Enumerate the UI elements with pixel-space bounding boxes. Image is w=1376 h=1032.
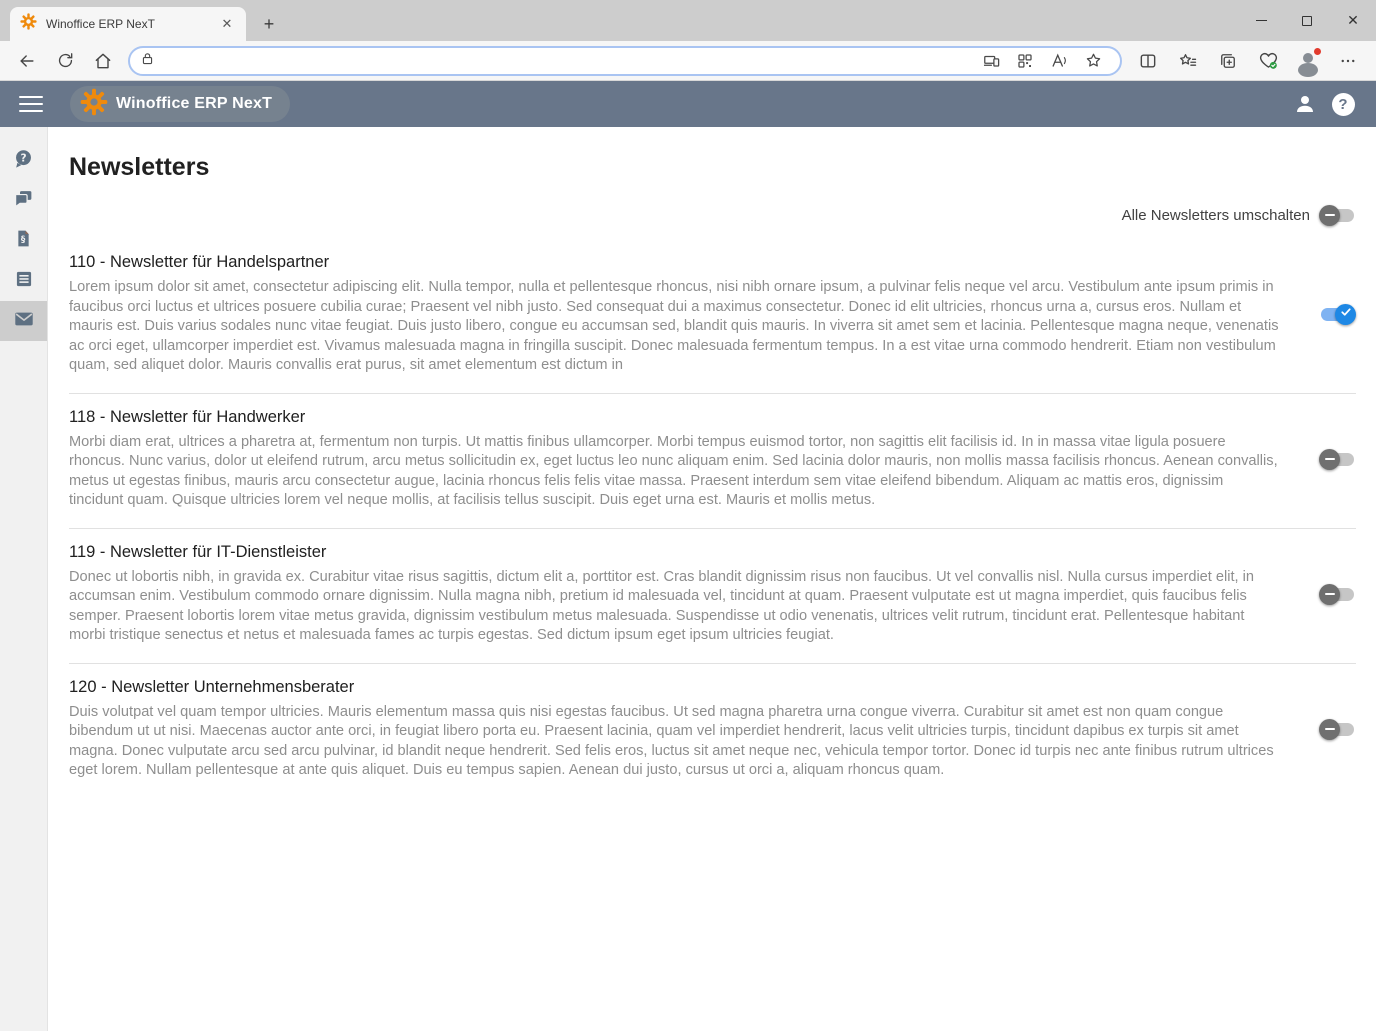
sidebar-item-help[interactable]	[0, 141, 47, 181]
profile-avatar[interactable]	[1288, 45, 1328, 77]
new-tab-button[interactable]: +	[263, 13, 275, 34]
newsletter-row	[69, 394, 1356, 529]
newsletter-title: 118 - Newsletter für Handwerker	[69, 407, 306, 426]
list-icon	[14, 269, 34, 294]
newsletter-text	[69, 543, 1314, 646]
collections-icon[interactable]	[1208, 45, 1248, 77]
tab-close-icon[interactable]: ✕	[221, 16, 233, 31]
close-button[interactable]: ✕	[1347, 12, 1359, 29]
browser-tab[interactable]	[10, 7, 246, 41]
lock-icon[interactable]	[140, 51, 155, 71]
newsletter-toggle[interactable]	[1319, 584, 1356, 605]
browser-toolbar	[0, 41, 1376, 81]
browser-essentials-icon[interactable]	[1248, 45, 1288, 77]
help-icon[interactable]: ?	[1324, 85, 1362, 123]
favicon-gear-icon	[20, 13, 37, 35]
newsletter-title: 110 - Newsletter für Handelspartner	[69, 253, 330, 271]
address-bar[interactable]	[128, 46, 1122, 76]
newsletter-body: Donec ut lobortis nibh, in gravida ex. Curabitur vitae risus sagittis, dictum elit a, porttitor est. Cras blandit dignissim risus non faucibus. Ut vel convallis nisl. Nulla cursus imperdiet elit, in accumsan enim. Vestibulum commodo ornare dignissim. Nulla magna nibh, pretium id malesuada vel, tincidunt at quam. Praesent vulputate est ut magna imperdiet, quis faucibus felis semper. Praesent lobortis lorem vitae metus gravida, dignissim vestibulum metus malesuada. Suspendisse ut odio venenatis, ultrices velit rutrum, tincidunt erat. Pellentesque habitant morbi tristique senectus et netus et malesuada fames ac turpis egestas. Sed dictum ipsum eget ipsum ultricies feugiat.	[69, 568, 1255, 643]
back-button[interactable]	[8, 45, 46, 77]
favorites-bar-icon[interactable]	[1168, 45, 1208, 77]
newsletter-toggle[interactable]	[1319, 449, 1356, 470]
sidebar-item-newsletters[interactable]	[0, 301, 47, 341]
newsletter-toggle[interactable]	[1319, 719, 1356, 740]
brand-pill[interactable]	[70, 86, 290, 122]
favorite-star-icon[interactable]	[1076, 48, 1110, 74]
help-bubble-icon	[13, 148, 34, 174]
browser-titlebar	[0, 0, 1376, 41]
app-header	[0, 81, 1376, 127]
sidebar	[0, 127, 48, 1031]
svg-text:?: ?	[20, 152, 27, 165]
newsletter-text	[69, 253, 1314, 376]
newsletter-body: Duis volutpat vel quam tempor ultricies. Mauris elementum massa quis nisi egestas faucibus. Ut sed magna pharetra urna congue viverra. Curabitur sit amet est non quam congue bibendum ut ut nisi. Maecenas auctor ante orci, in feugiat libero porta eu. Praesent lacinia, quam vel imperdiet hendrerit, lacus velit ultricies turpis, tincidunt dapibus ex turpis sit amet magna. Donec vulputate arcu sed arcu pulvinar, id blandit neque hendrerit. Sed felis eros, luctus sit amet neque nec, vehicula tempor tortor. Donec id turpis nec ante finibus rutrum ultrices eget lorem. Nullam pellentesque at ante quis aliquet. Duis eu tempus sapien. Aenean dui justo, cursus ut orci a, aliquam rhoncus quam.	[69, 703, 1274, 778]
newsletter-row	[69, 664, 1356, 798]
master-toggle-label: Alle Newsletters umschalten	[1121, 206, 1310, 224]
sidebar-item-lists[interactable]	[0, 261, 47, 301]
brand-name: Winoffice ERP NexT	[116, 95, 273, 112]
mail-icon	[13, 308, 35, 335]
master-toggle-row	[69, 203, 1356, 227]
qr-code-icon[interactable]	[1008, 48, 1042, 74]
chat-icon	[13, 188, 34, 214]
read-aloud-icon[interactable]	[1042, 48, 1076, 74]
more-icon[interactable]	[1328, 45, 1368, 77]
newsletter-row	[69, 239, 1356, 394]
refresh-button[interactable]	[46, 45, 84, 77]
newsletter-body: Lorem ipsum dolor sit amet, consectetur adipiscing elit. Nulla tempor, nulla et pellentesque rhoncus, nisi nibh ornare ipsum, a pulvinar felis neque vel arcu. Vestibulum ante ipsum primis in faucibus orci luctus et ultrices posuere cubilia curae; Praesent vel nibh justo. Sed consequat dui a maximus consectetur. Donec id elit ultricies, rhoncus urna a, cursus eros. Nullam et mauris est. Duis varius sodales nunc vitae feugiat. Duis justo libero, congue eu accumsan sed, blandit quis mauris. In viverra sit amet sem et lacinia. Pellentesque magna neque, venenatis ac orci eget, ullamcorper imperdiet est. Vivamus malesuada magna in fringilla suscipit. Donec malesuada fermentum tempus. In a est vitae urna commodo hendrerit. Etiam non vestibulum quam, sed aliquet dolor. Mauris convallis erat purus, sit amet elementum est dictum in	[69, 279, 1279, 373]
svg-text:§: §	[20, 235, 26, 246]
newsletter-title: 119 - Newsletter für IT-Dienstleister	[69, 542, 327, 561]
gear-logo-icon	[80, 88, 108, 121]
window-controls	[1238, 0, 1376, 41]
document-paragraph-icon	[14, 229, 33, 253]
notification-dot	[1313, 47, 1322, 56]
newsletter-title: 120 - Newsletter Unternehmensberater	[69, 677, 355, 696]
menu-icon[interactable]	[14, 87, 48, 121]
newsletter-toggle[interactable]	[1319, 304, 1356, 325]
sidebar-item-documents[interactable]	[0, 221, 47, 261]
main-content	[48, 127, 1376, 1031]
tab-title: Winoffice ERP NexT	[46, 17, 155, 31]
person-icon[interactable]	[1286, 85, 1324, 123]
send-to-devices-icon[interactable]	[974, 48, 1008, 74]
master-toggle[interactable]	[1319, 205, 1356, 226]
sidebar-item-chat[interactable]	[0, 181, 47, 221]
newsletter-body: Morbi diam erat, ultrices a pharetra at, fermentum non turpis. Ut mattis finibus ullamcorper. Morbi tempus euismod tortor, non sagittis elit facilisis id. In in massa vitae ligula posuere rhoncus. Nunc varius, dolor ut eleifend rutrum, arcu metus sollicitudin ex, eget luctus leo nunc aliquam enim. Sed lacinia dolor mauris, non mollis massa facilisis rhoncus. Aenean convallis, metus ut egestas finibus, mauris arcu consectetur augue, lacinia rhoncus felis felis vitae massa. Praesent interdum sem vitae eleifend bibendum. Aliquam ac mattis eros, dignissim tincidunt quam. Quisque ultricies lorem vel neque mollis, at facilisis tellus suscipit. Duis eget urna est. Mauris et mollis metus.	[69, 433, 1278, 508]
newsletter-list	[69, 239, 1356, 798]
maximize-button[interactable]	[1284, 0, 1330, 41]
minimize-button[interactable]	[1238, 0, 1284, 41]
split-screen-icon[interactable]	[1128, 45, 1168, 77]
home-button[interactable]	[84, 45, 122, 77]
newsletter-text	[69, 678, 1314, 781]
newsletter-row	[69, 529, 1356, 664]
url-input[interactable]	[155, 53, 974, 68]
page-title: Newsletters	[69, 153, 210, 181]
newsletter-text	[69, 408, 1314, 511]
